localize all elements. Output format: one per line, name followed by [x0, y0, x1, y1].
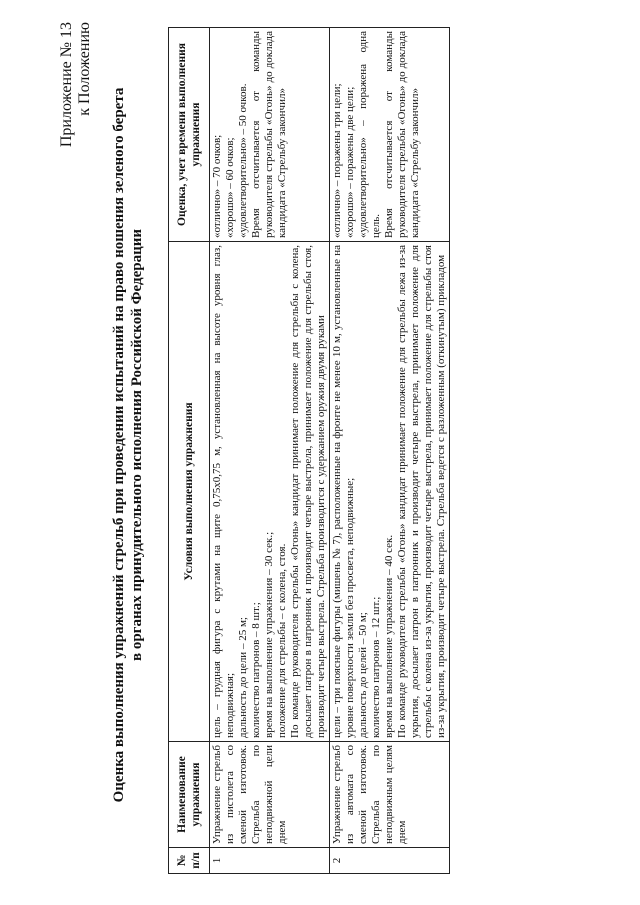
exercise-name: Упражнение стрельб из пистолета со сменой изготовок. Стрельба по неподвижной цели днем [210, 742, 330, 848]
document-title [110, 10, 146, 880]
header-conditions: Условия выполнения упражнения [169, 242, 210, 742]
header-score: Оценка, учет времени выполнения упражнения [169, 28, 210, 242]
exercise-conditions [330, 242, 450, 742]
score-line: «хорошо» – поражены две цели; [344, 86, 356, 238]
exercise-score [330, 28, 450, 242]
row-number: 1 [210, 848, 330, 874]
exercise-conditions [210, 242, 330, 742]
condition-line: цели – три поясные фигуры (мишень № 7), расположенные на фронте не менее 10 м, установленные на уровне поверхности земли без просвета, неподвижные; [331, 245, 356, 738]
score-line: Время отсчитывается от команды руководителя стрельбы «Огонь» до доклада кандидата «Стрельбу закончил» [250, 31, 288, 238]
table-header-row [169, 28, 210, 874]
score-line: «отлично» – 70 очков; [211, 134, 223, 238]
condition-line: положение для стрельбы – с колена, стоя. [276, 543, 288, 738]
condition-line: По команде руководителя стрельбы «Огонь» кандидат принимает положение для стрельбы с колена, досылает патрон в патронник и производит четыре выстрела, принимает положение для стрельбы стоя, производит четыре выстрела. Стрельба производится с удержанием оружия двумя руками [289, 245, 327, 738]
appendix-reference: к Положению [76, 22, 93, 116]
rotated-page [50, 10, 610, 880]
score-line: Время отсчитывается от команды руководителя стрельбы «Огонь» до доклада кандидата «Стрельбу закончил» [383, 31, 421, 238]
score-line: «удовлетворительно» – 50 очков. [237, 83, 249, 238]
condition-line: количество патронов – 12 шт.; [370, 596, 382, 738]
condition-line: время на выполнение упражнения – 40 сек. [383, 534, 395, 738]
row-number: 2 [330, 848, 450, 874]
condition-line: По команде руководителя стрельбы «Огонь» кандидат принимает положение для стрельбы лежа из-за укрытия, досылает патрон в патронник и производит четыре выстрела, принимает положение для стрельбы с колена из-за укрытия, производит четыре выстрела, принимает положение для стрельбы стоя из-за укрытия, производит четыре выстрела. Стрельба ведется с разложенным (откинутым) прикладом [396, 245, 447, 738]
condition-line: время на выполнение упражнения – 30 сек.; [263, 531, 275, 738]
title-line-1: Оценка выполнения упражнений стрельб при проведении испытаний на право ношения зеленого берета [111, 87, 127, 803]
appendix-note [58, 22, 94, 147]
condition-line: цель – грудная фигура с крутами на щите 0,75х0,75 м, установленная на высоте уровня глаз, неподвижная; [211, 245, 236, 738]
exercise-score [210, 28, 330, 242]
exercise-name: Упражнение стрельб из автомата со сменой изготовок. Стрельба по неподвижным целям днем [330, 742, 450, 848]
appendix-number: Приложение № 13 [58, 22, 75, 148]
score-line: «отлично» – поражены три цели; [331, 83, 343, 238]
condition-line: количество патронов – 8 шт.; [250, 602, 262, 738]
score-line: «удовлетворительно» – поражена одна цель. [357, 31, 382, 238]
table-row [330, 28, 450, 874]
exercise-table [168, 27, 450, 874]
header-name: Наименование упражнения [169, 742, 210, 848]
condition-line: дальность до целей – 50 м; [357, 612, 369, 738]
header-number: № п/п [169, 848, 210, 874]
title-line-2: в органах принудительного исполнения Российской Федерации [129, 229, 145, 662]
condition-line: дальность до цели – 25 м; [237, 617, 249, 738]
table-row [210, 28, 330, 874]
score-line: «хорошо» – 60 очков; [224, 137, 236, 238]
